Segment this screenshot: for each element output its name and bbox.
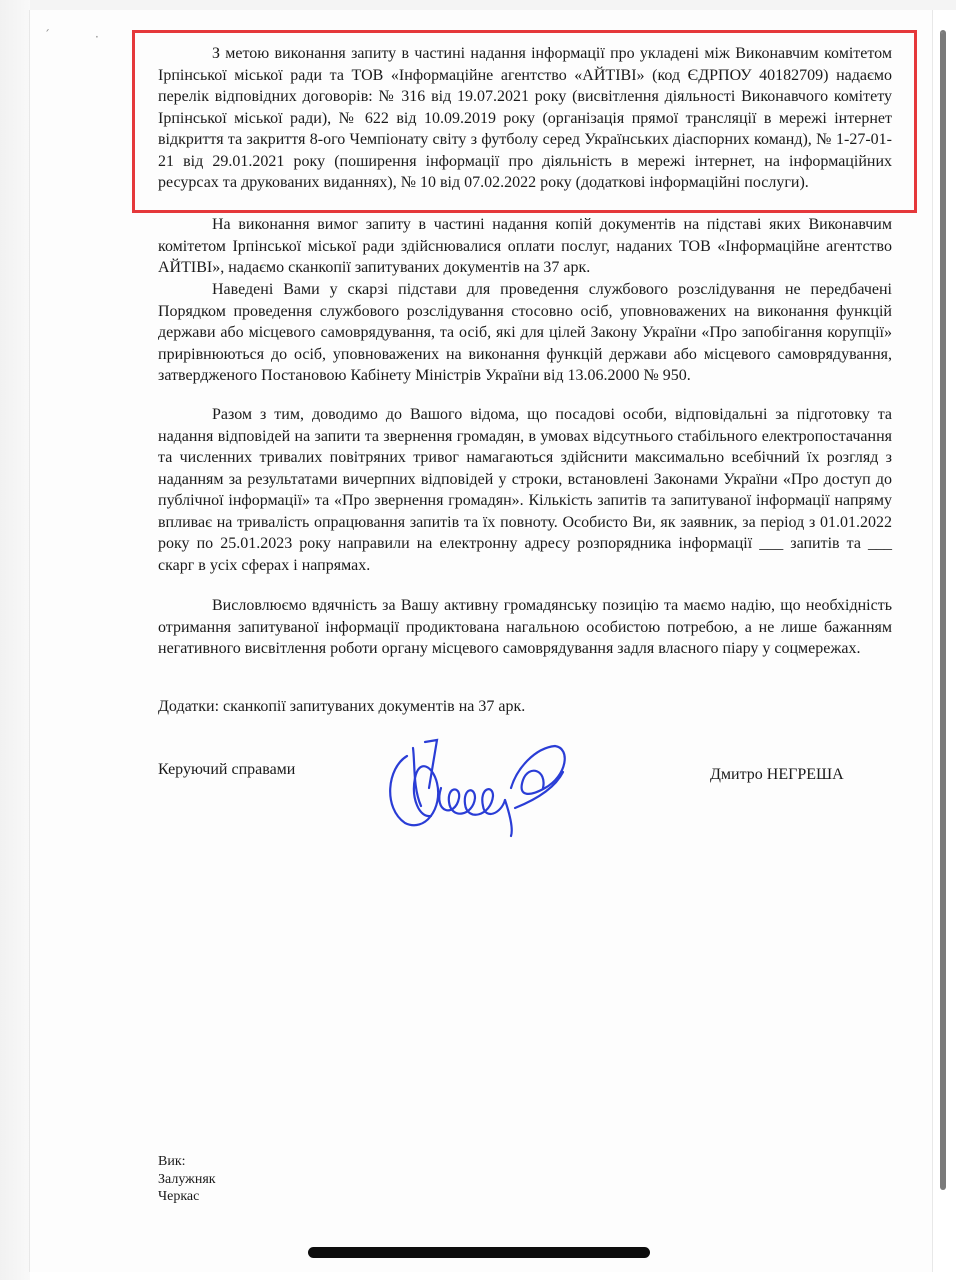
scrollbar[interactable] xyxy=(940,30,946,1190)
executor-label: Вик: xyxy=(158,1154,186,1169)
executor-name: Залужняк xyxy=(158,1172,216,1187)
paragraph-text: На виконання вимог запиту в частині надання копій документів на підставі яких Виконавчим комітетом Ірпінської міської ради здійснювалися оплати послуг, наданих ТОВ «Інформаційне агентство АЙТІВІ», надаємо сканкопії запитуваних документів на 37 арк. xyxy=(158,216,892,276)
scan-mark: ˊ xyxy=(44,28,50,42)
paragraph-text: З метою виконання запиту в частині надання інформації про укладені між Виконавчим комітетом Ірпінської міської ради та ТОВ «Інформаційне агентство «АЙТІВІ» (код ЄДРПОУ 40182709) надаємо перелік відповідних договорів: № 316 від 19.07.2021 року (висвітлення діяльності Виконавчого комітету Ірпінської міської ради), № 622 від 10.09.2019 року (організація прямої трансляції в мережі інтернет відкриття та закриття 8-ого Чемпіонату світу з футболу серед Українських діаспорних команд), № 1-27-01-21 від 29.01.2021 року (поширення інформації про діяльність в мережі інтернет, на інформаційних ресурсах та друкованих виданнях), № 10 від 07.02.2022 року (додаткові інформаційні послуги). xyxy=(158,45,892,191)
scan-mark: · xyxy=(940,26,944,40)
paragraph-investigation xyxy=(158,279,892,387)
paragraph-text: Разом з тим, доводимо до Вашого відома, що посадові особи, відповідальні за підготовку та надання відповідей на запити та звернення громадян, в умовах відсутнього стабільного електропостачання та численних тривалих повітряних тривог намагаються здійснити максимально всебічний їх розгляд з наданням за результатами вичерпних відповідей у строки, встановлені Законами України «Про доступ до публічної інформації» та «Про звернення громадян». Кількість запитів та запитуваної інформації напряму впливає на тривалість опрацювання запитів та їх повноту. Особисто Ви, як заявник, за період з 01.01.2022 року по 25.01.2023 року направили на електронну адресу розпорядника інформації ___ запитів та ___ скарг в усіх сферах і напрямах. xyxy=(158,406,892,574)
home-indicator[interactable] xyxy=(308,1247,650,1258)
paragraph-contracts xyxy=(158,43,892,194)
paragraph-workload xyxy=(158,404,892,576)
paragraph-gratitude xyxy=(158,595,892,660)
appendix-line: Додатки: сканкопії запитуваних документів на 37 арк. xyxy=(158,698,526,715)
left-edge xyxy=(0,0,30,1280)
handwritten-signature xyxy=(375,728,575,838)
paragraph-copies xyxy=(158,214,892,279)
top-edge xyxy=(0,0,956,10)
scan-mark: · xyxy=(95,30,99,44)
paragraph-text: Висловлюємо вдячність за Вашу активну громадянську позицію та маємо надію, що необхідність отримання запитуваної інформації продиктована нагальною особистою потребою, а не лише бажанням негативного висвітлення роботи органу місцевого самоврядування задля власного піару у соцмережах. xyxy=(158,597,892,657)
signatory-name: Дмитро НЕГРЕША xyxy=(710,766,844,783)
executor-name: Черкас xyxy=(158,1189,200,1204)
paragraph-text: Наведені Вами у скарзі підстави для проведення службового розслідування не передбачені Порядком проведення службового розслідування стосовно осіб, уповноважених на виконання функцій держави або місцевого самоврядування, та осіб, які для цілей Закону України «Про запобігання корупції» прирівнюються до осіб, уповноважених на виконання функцій держави або місцевого самоврядування, затвердженого Постановою Кабінету Міністрів України від 13.06.2000 № 950. xyxy=(158,281,892,384)
signatory-title: Керуючий справами xyxy=(158,761,296,778)
